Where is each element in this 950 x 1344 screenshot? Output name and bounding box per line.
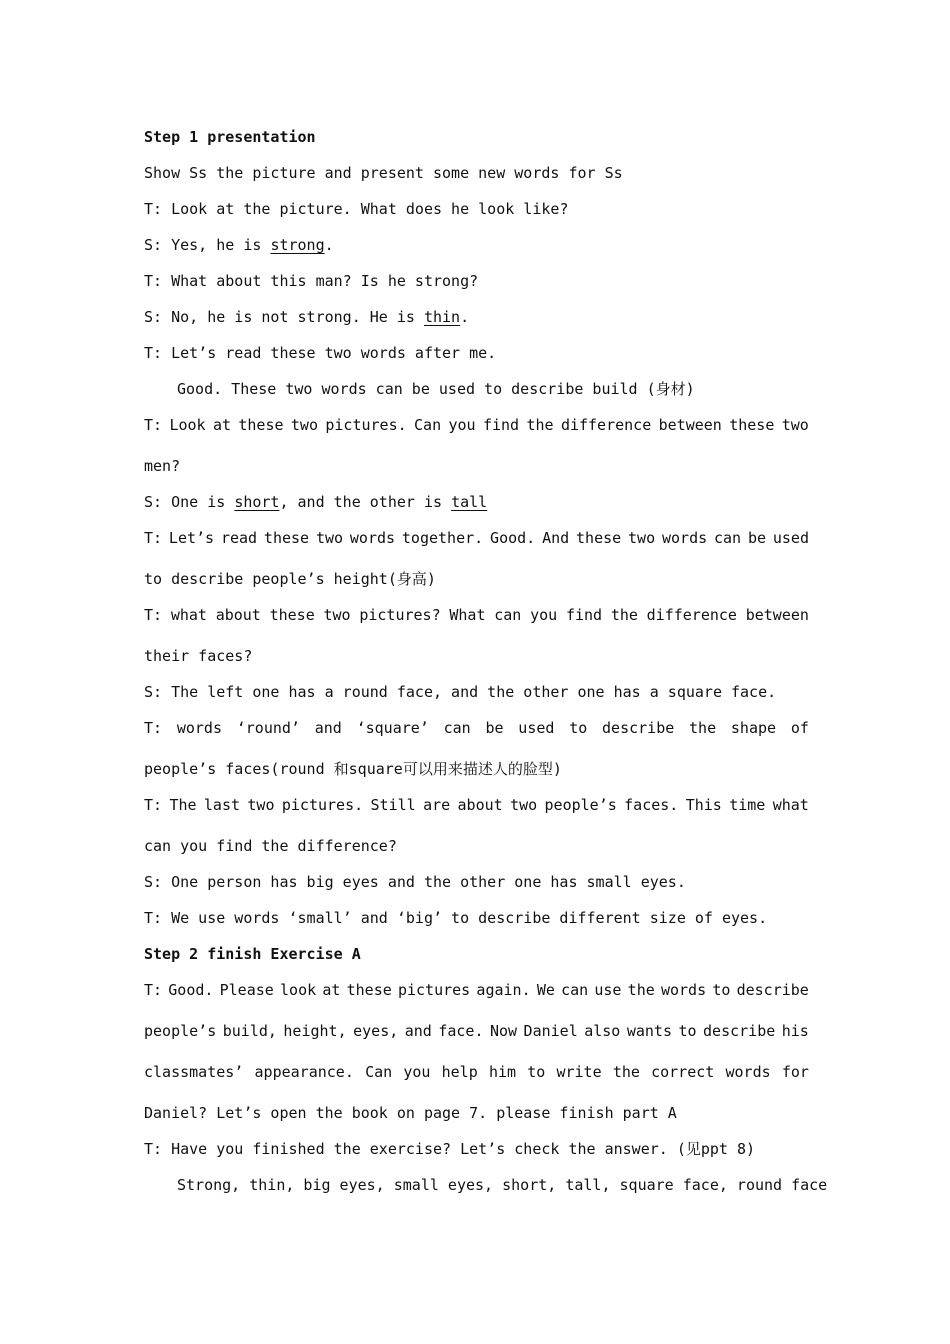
- word: words: [176, 719, 222, 737]
- word: T:: [144, 719, 163, 737]
- word: find: [565, 606, 603, 624]
- word: these: [238, 416, 284, 434]
- justified-line: [144, 795, 809, 815]
- word: difference: [646, 606, 737, 624]
- word: the: [526, 416, 554, 434]
- word: Can: [365, 1063, 393, 1081]
- answer-line: Strong, thin, big eyes, small eyes, short, tall, square face, round face: [177, 1176, 828, 1194]
- word: shape: [730, 719, 777, 737]
- word: about: [215, 606, 261, 624]
- word: together.: [401, 529, 484, 547]
- justified-line: [144, 1062, 809, 1082]
- word: and: [404, 1022, 432, 1040]
- justified-line: [144, 980, 809, 1000]
- word: what: [772, 796, 809, 814]
- word: are: [423, 796, 451, 814]
- word: you: [448, 416, 476, 434]
- word: these: [346, 981, 392, 999]
- word: read: [220, 529, 258, 547]
- vocab-word-tall: tall: [451, 493, 488, 511]
- word: again.: [476, 981, 531, 999]
- word: T:: [144, 606, 163, 624]
- word: two: [510, 796, 538, 814]
- word: used: [518, 719, 555, 737]
- word: words: [660, 981, 707, 999]
- dialogue-text: S: No, he is not strong. He is: [144, 308, 424, 326]
- word: to: [569, 719, 588, 737]
- word: This: [685, 796, 722, 814]
- word: people’s: [544, 796, 617, 814]
- word: And: [542, 529, 570, 547]
- word: words: [661, 529, 708, 547]
- word: two: [628, 529, 656, 547]
- word: the: [627, 981, 655, 999]
- word: write: [556, 1063, 602, 1081]
- word: be: [747, 529, 767, 547]
- word: can: [443, 719, 471, 737]
- word: help: [441, 1063, 478, 1081]
- word: describe: [703, 1022, 776, 1040]
- dialogue-line: T: What about this man? Is he strong?: [144, 272, 479, 290]
- word: build,: [222, 1022, 277, 1040]
- word: about: [457, 796, 503, 814]
- justified-line: [144, 528, 809, 548]
- word: two: [323, 606, 351, 624]
- word: the: [612, 1063, 640, 1081]
- word: Good.: [490, 529, 536, 547]
- dialogue-text: .: [324, 236, 334, 254]
- word: Good.: [168, 981, 214, 999]
- justified-line: [144, 605, 809, 625]
- word: of: [790, 719, 809, 737]
- dialogue-text: S: One is: [144, 493, 235, 511]
- word: to: [527, 1063, 546, 1081]
- paragraph-line: Show Ss the picture and present some new words for Ss: [144, 164, 623, 182]
- word: Still: [370, 796, 416, 814]
- word: words: [349, 529, 396, 547]
- word: between: [745, 606, 809, 624]
- word: T:: [144, 981, 163, 999]
- word: also: [584, 1022, 621, 1040]
- word: between: [658, 416, 722, 434]
- vocab-word-thin: thin: [423, 308, 461, 326]
- word: face.: [438, 1022, 484, 1040]
- word: appearance.: [254, 1063, 354, 1081]
- word: Can: [414, 416, 442, 434]
- word: pictures: [397, 981, 471, 999]
- word: T:: [144, 796, 163, 814]
- justified-line: [144, 415, 809, 435]
- dialogue-line: T: Have you finished the exercise? Let’s check the answer. (见ppt 8): [144, 1140, 756, 1158]
- dialogue-line: can you find the difference?: [144, 837, 397, 855]
- dialogue-line: T: Let’s read these two words after me.: [144, 344, 497, 362]
- word: can: [561, 981, 589, 999]
- word: classmates’: [144, 1063, 244, 1081]
- dialogue-line: Daniel? Let’s open the book on page 7. please finish part A: [144, 1104, 677, 1122]
- word: Daniel: [523, 1022, 578, 1040]
- word: time: [729, 796, 766, 814]
- word: what: [170, 606, 207, 624]
- word: last: [203, 796, 241, 814]
- word: pictures?: [359, 606, 441, 624]
- dialogue-text: .: [460, 308, 470, 326]
- word: wants: [626, 1022, 672, 1040]
- word: pictures.: [325, 416, 407, 434]
- dialogue-line: [144, 307, 809, 327]
- word: Now: [489, 1022, 518, 1040]
- word: you: [530, 606, 558, 624]
- dialogue-line: [144, 235, 809, 255]
- dialogue-line: men?: [144, 457, 181, 475]
- word: these: [729, 416, 775, 434]
- word: these: [269, 606, 315, 624]
- dialogue-line-indented: Good. These two words can be used to describe build (身材): [177, 380, 695, 398]
- step1-heading: Step 1 presentation: [144, 128, 316, 146]
- word: the: [610, 606, 638, 624]
- vocab-word-short: short: [234, 493, 280, 511]
- word: two: [781, 416, 809, 434]
- dialogue-line: to describe people’s height(身高): [144, 570, 436, 588]
- word: ‘square’: [356, 719, 429, 737]
- word: his: [781, 1022, 809, 1040]
- word: ‘round’: [236, 719, 300, 737]
- word: him: [488, 1063, 517, 1081]
- word: Let’s: [168, 529, 215, 547]
- word: and: [314, 719, 342, 737]
- word: eyes,: [353, 1022, 399, 1040]
- word: T:: [144, 416, 163, 434]
- dialogue-line: people’s faces(round 和square可以用来描述人的脸型): [144, 760, 562, 778]
- word: find: [482, 416, 520, 434]
- word: difference: [560, 416, 652, 434]
- word: people’s: [144, 1022, 217, 1040]
- word: used: [772, 529, 809, 547]
- word: look: [280, 981, 317, 999]
- word: for: [781, 1063, 809, 1081]
- word: can: [494, 606, 522, 624]
- word: T:: [144, 529, 163, 547]
- justified-line: [144, 1021, 809, 1041]
- dialogue-line: T: We use words ‘small’ and ‘big’ to describe different size of eyes.: [144, 909, 768, 927]
- dialogue-line: [144, 492, 809, 512]
- word: to: [678, 1022, 697, 1040]
- word: these: [263, 529, 310, 547]
- word: words: [725, 1063, 771, 1081]
- justified-line: [144, 718, 809, 738]
- word: at: [212, 416, 231, 434]
- word: pictures.: [281, 796, 364, 814]
- word: use: [594, 981, 622, 999]
- word: you: [403, 1063, 431, 1081]
- word: correct: [651, 1063, 715, 1081]
- dialogue-line: their faces?: [144, 647, 253, 665]
- word: can: [714, 529, 742, 547]
- word: the: [689, 719, 717, 737]
- word: We: [536, 981, 555, 999]
- word: two: [315, 529, 344, 547]
- word: two: [290, 416, 318, 434]
- word: to: [712, 981, 731, 999]
- step2-heading: Step 2 finish Exercise A: [144, 945, 361, 963]
- dialogue-line: S: One person has big eyes and the other one has small eyes.: [144, 873, 686, 891]
- dialogue-line: S: The left one has a round face, and the other one has a square face.: [144, 683, 777, 701]
- word: describe: [602, 719, 675, 737]
- word: describe: [736, 981, 809, 999]
- word: two: [247, 796, 275, 814]
- word: Please: [219, 981, 274, 999]
- word: What: [449, 606, 486, 624]
- word: at: [322, 981, 341, 999]
- word: The: [169, 796, 197, 814]
- dialogue-text: S: Yes, he is: [144, 236, 271, 254]
- dialogue-line: T: Look at the picture. What does he look like?: [144, 200, 569, 218]
- word: Look: [169, 416, 206, 434]
- word: height,: [283, 1022, 347, 1040]
- vocab-word-strong: strong: [270, 236, 325, 254]
- word: be: [485, 719, 504, 737]
- word: faces.: [624, 796, 679, 814]
- dialogue-text: , and the other is: [279, 493, 452, 511]
- word: these: [576, 529, 622, 547]
